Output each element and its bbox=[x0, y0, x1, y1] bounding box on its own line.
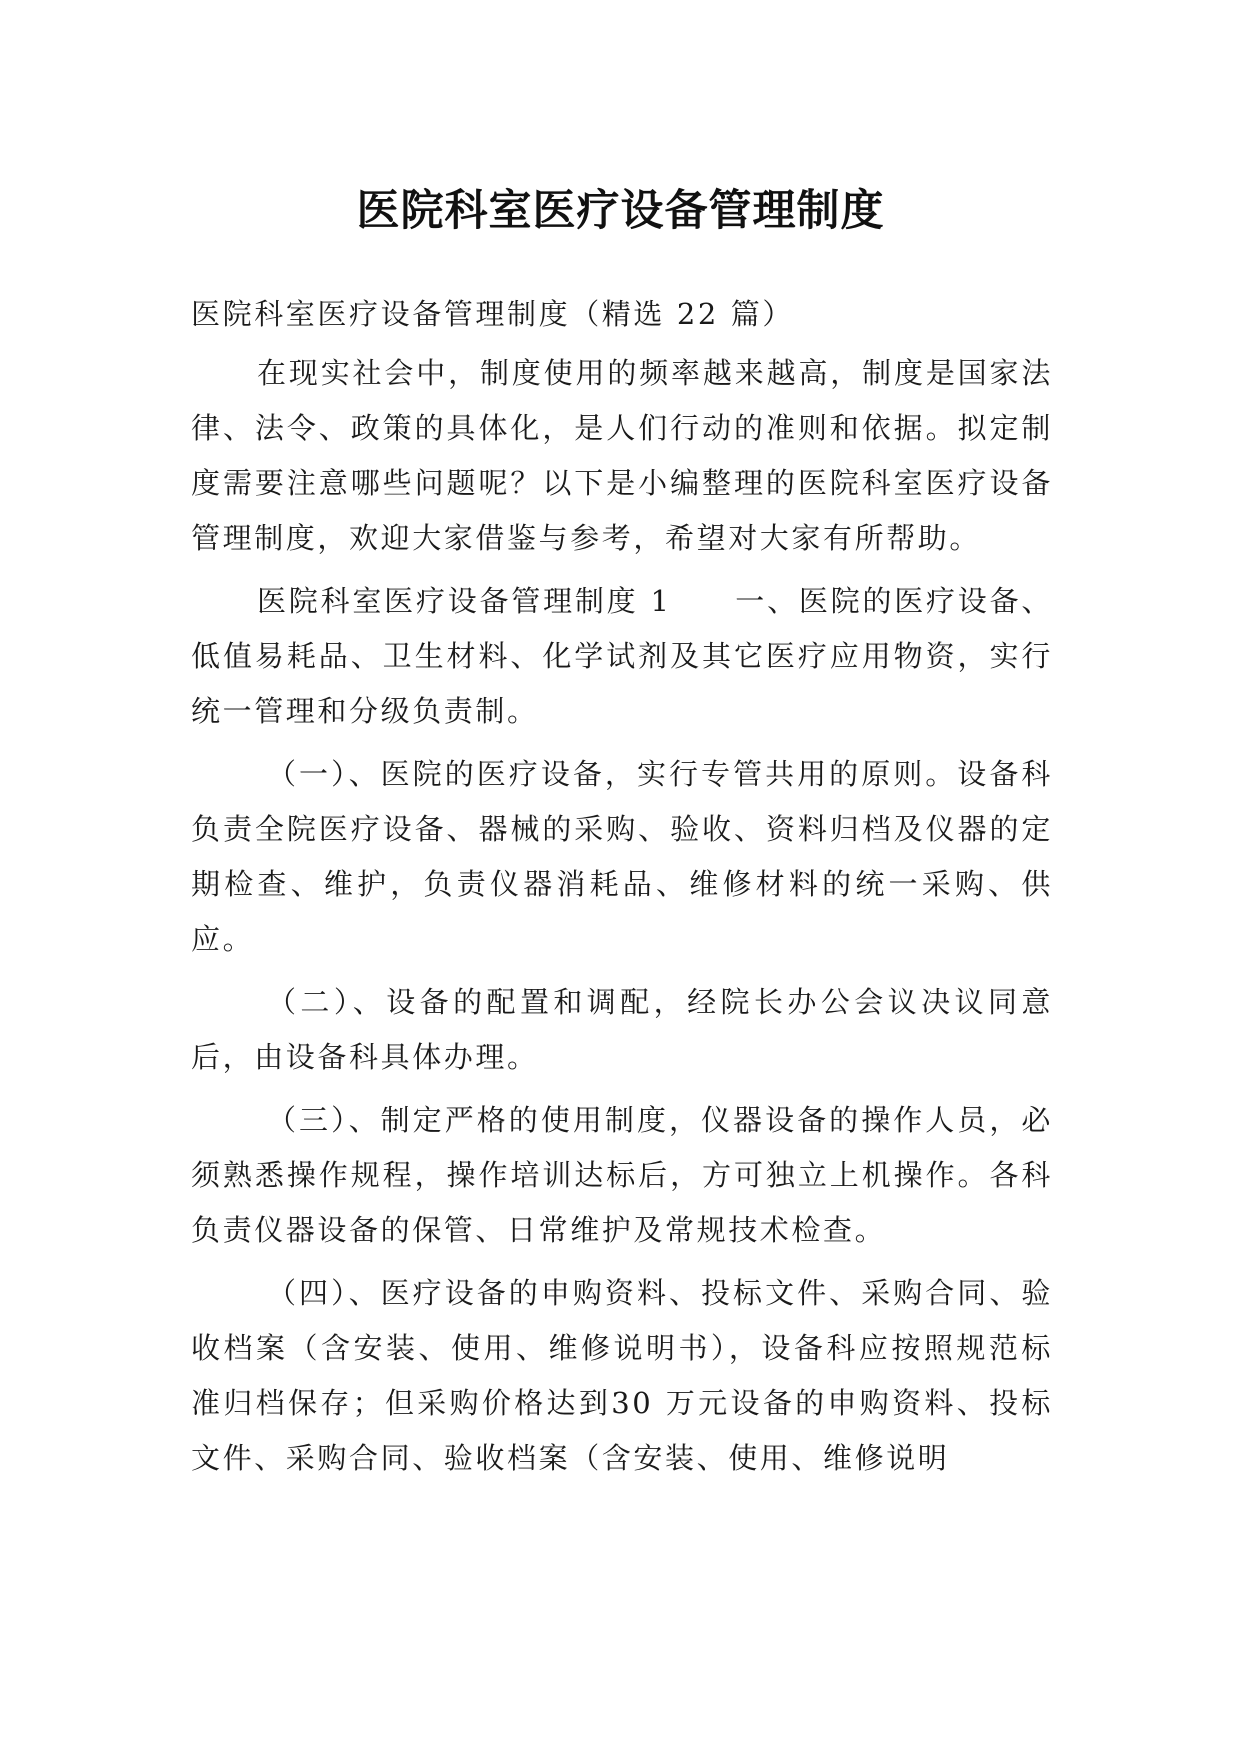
section-1-paragraph: 医院科室医疗设备管理制度 1 一、医院的医疗设备、低值易耗品、卫生材料、化学试剂及其它医疗应用物资，实行统一管理和分级负责制。 bbox=[191, 584, 1053, 728]
item-2-paragraph: （二）、设备的配置和调配，经院长办公会议决议同意后，由设备科具体办理。 bbox=[191, 985, 1053, 1074]
item-4-paragraph: （四）、医疗设备的申购资料、投标文件、采购合同、验收档案（含安装、使用、维修说明书），设备科应按照规范标准归档保存；但采购价格达到30 万元设备的申购资料、投标文件、采购合同、验收档案（含安装、使用、维修说明 bbox=[191, 1276, 1053, 1475]
document-subtitle: 医院科室医疗设备管理制度（精选 22 篇） bbox=[191, 297, 794, 331]
item-1-paragraph: （一）、医院的医疗设备，实行专管共用的原则。设备科负责全院医疗设备、器械的采购、验收、资料归档及仪器的定期检查、维护，负责仪器消耗品、维修材料的统一采购、供应。 bbox=[191, 757, 1053, 956]
document-title: 医院科室医疗设备管理制度 bbox=[356, 185, 885, 236]
item-3-paragraph: （三）、制定严格的使用制度，仪器设备的操作人员，必须熟悉操作规程，操作培训达标后，方可独立上机操作。各科负责仪器设备的保管、日常维护及常规技术检查。 bbox=[191, 1103, 1053, 1247]
intro-paragraph: 在现实社会中，制度使用的频率越来越高，制度是国家法律、法令、政策的具体化，是人们行动的准则和依据。拟定制度需要注意哪些问题呢？以下是小编整理的医院科室医疗设备管理制度，欢迎大家借鉴与参考，希望对大家有所帮助。 bbox=[191, 356, 1053, 555]
document-body bbox=[191, 287, 1053, 1494]
